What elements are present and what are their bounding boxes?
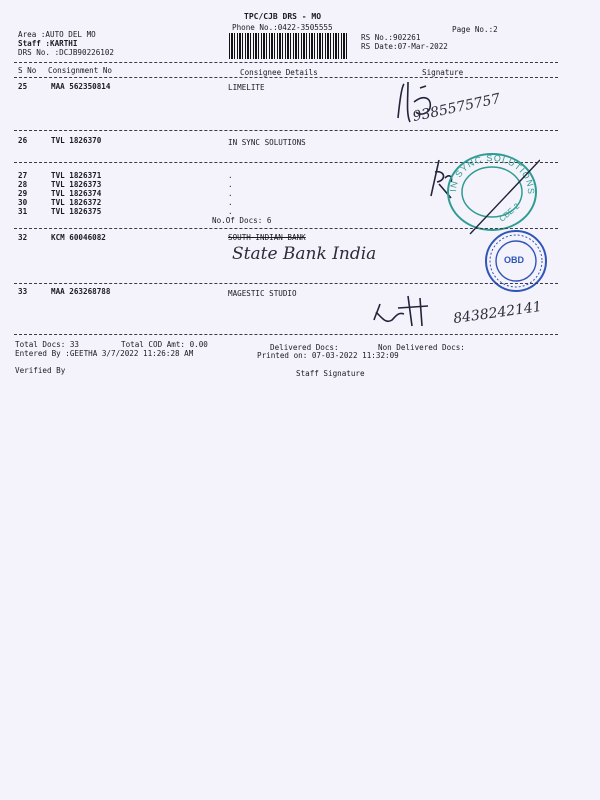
phone-number: Phone No.:0422-3505555 — [232, 23, 333, 32]
divider — [14, 228, 558, 229]
row-consignment: TVL 1826370 — [51, 136, 102, 145]
row-consignment: TVL 1826375 — [51, 207, 102, 216]
row-consignee: IN SYNC SOLUTIONS — [228, 138, 306, 147]
row-consignee: . — [228, 189, 233, 198]
row-consignee: LIMELITE — [228, 83, 265, 92]
row-consignment: TVL 1826372 — [51, 198, 102, 207]
row-sno: 26 — [18, 136, 28, 145]
svg-text:IN SYNC SOLUTIONS — [448, 153, 536, 195]
row-sno: 27 — [18, 171, 28, 180]
rs-number: RS No.:902261 — [361, 33, 421, 42]
row-consignee: . — [228, 180, 233, 189]
stamp-city: CBE-2 — [497, 201, 522, 224]
staff-signature: Staff Signature — [296, 369, 365, 378]
verified-by: Verified By — [15, 366, 66, 375]
area-label: Area :AUTO DEL MO — [18, 30, 96, 39]
delivered-docs: Delivered Docs: — [270, 343, 339, 352]
row-consignment: KCM 60046082 — [51, 233, 106, 242]
divider — [14, 334, 558, 335]
handwritten-phone: 9385575757 — [411, 90, 502, 126]
row-consignment: TVL 1826373 — [51, 180, 102, 189]
total-docs: Total Docs: 33 — [15, 340, 80, 349]
col-consignee: Consignee Details — [240, 68, 318, 77]
row-consignment: MAA 263268788 — [51, 287, 111, 296]
row-sno: 28 — [18, 180, 28, 189]
drs-number: DRS No. :DCJB90226102 — [18, 48, 115, 57]
row-consignment: TVL 1826374 — [51, 189, 102, 198]
staff-label: Staff :KARTHI — [18, 39, 78, 48]
row-sno: 31 — [18, 207, 28, 216]
document-title: TPC/CJB DRS - MO — [244, 12, 322, 21]
row-consignee: . — [228, 207, 233, 216]
row-consignment: TVL 1826371 — [51, 171, 102, 180]
signature-33 — [368, 290, 448, 335]
row-consignee: . — [228, 171, 233, 180]
divider — [14, 283, 558, 284]
bank-stamp — [482, 225, 552, 295]
non-delivered-docs: Non Delivered Docs: — [378, 343, 465, 352]
col-consignment: Consignment No — [48, 66, 113, 75]
row-sno: 32 — [18, 233, 28, 242]
handwritten-correction: State Bank India — [232, 244, 377, 264]
row-sno: 30 — [18, 198, 28, 207]
row-sno: 29 — [18, 189, 28, 198]
row-consignee: SOUTH INDIAN BANK — [228, 233, 306, 242]
stamp-text: IN SYNC SOLUTIONS — [447, 152, 537, 196]
entered-by: Entered By :GEETHA 3/7/2022 11:26:28 AM — [15, 349, 194, 358]
printed-on: Printed on: 07-03-2022 11:32:09 — [257, 351, 399, 360]
row-consignee: . — [228, 198, 233, 207]
page-number: Page No.:2 — [452, 25, 498, 34]
col-signature: Signature — [422, 68, 464, 77]
row-consignment: MAA 562350814 — [51, 82, 111, 91]
no-of-docs: No.Of Docs: 6 — [212, 216, 272, 225]
divider — [14, 62, 558, 63]
row-sno: 33 — [18, 287, 28, 296]
row-consignee: MAGESTIC STUDIO — [228, 289, 297, 298]
barcode — [229, 33, 349, 59]
total-cod: Total COD Amt: 0.00 — [121, 340, 208, 349]
rs-date: RS Date:07-Mar-2022 — [361, 42, 448, 51]
divider — [14, 77, 558, 78]
col-sno: S No — [18, 66, 37, 75]
row-sno: 25 — [18, 82, 28, 91]
divider — [14, 130, 558, 131]
bank-stamp-text: OBD — [504, 255, 524, 265]
handwritten-phone: 8438242141 — [452, 298, 543, 328]
